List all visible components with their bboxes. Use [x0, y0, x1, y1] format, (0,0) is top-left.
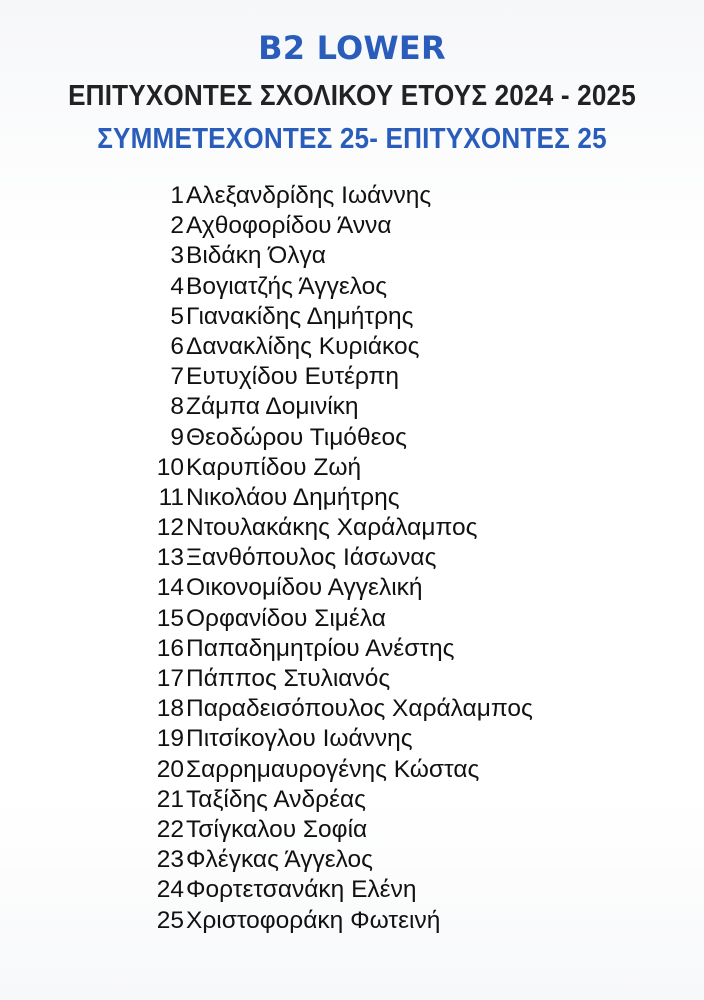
- list-item-name: Φορτετσανάκη Ελένη: [186, 876, 417, 904]
- list-item: [0, 392, 704, 422]
- list-item-name: Παραδεισόπουλος Χαράλαμπος: [186, 695, 533, 723]
- list-item-name: Ντουλακάκης Χαράλαμπος: [186, 514, 478, 542]
- list-item-name: Θεοδώρου Τιμόθεος: [186, 423, 407, 451]
- list-item-number: 5: [170, 302, 184, 330]
- list-item-name: Αχθοφορίδου Άννα: [186, 212, 392, 240]
- list-item-name: Παπαδημητρίου Ανέστης: [186, 634, 455, 662]
- list-item-name: Σαρρημαυρογένης Κώστας: [186, 755, 480, 783]
- list-item-number: 9: [170, 423, 184, 451]
- list-item: [0, 181, 704, 211]
- list-item-number: 24: [156, 876, 184, 904]
- list-item: [0, 211, 704, 241]
- list-item-number: 22: [156, 815, 184, 843]
- list-item-name: Βιδάκη Όλγα: [186, 242, 326, 270]
- list-item-name: Ευτυχίδου Ευτέρπη: [186, 363, 400, 391]
- list-item-name: Νικολάου Δημήτρης: [186, 483, 400, 511]
- page-title: B2 LOWER: [258, 29, 446, 67]
- page-subtitle: ΕΠΙΤΥΧΟΝΤΕΣ ΣΧΟΛΙΚΟΥ ΕΤΟΥΣ 2024 - 2025: [68, 80, 636, 112]
- list-item-number: 3: [170, 242, 184, 270]
- list-item-number: 6: [170, 332, 184, 360]
- list-item-name: Ζάμπα Δομινίκη: [186, 393, 359, 421]
- list-item: [0, 241, 704, 271]
- list-item: [0, 604, 704, 634]
- list-item-name: Τσίγκαλου Σοφία: [186, 815, 368, 843]
- list-item: [0, 513, 704, 543]
- list-item: [0, 272, 704, 302]
- list-item-name: Βογιατζής Άγγελος: [186, 272, 388, 300]
- list-item-name: Χριστοφοράκη Φωτεινή: [186, 906, 441, 934]
- list-item-name: Ταξίδης Ανδρέας: [186, 785, 366, 813]
- list-item-name: Καρυπίδου Ζωή: [186, 453, 362, 481]
- list-item: [0, 332, 704, 362]
- list-item-number: 4: [170, 272, 184, 300]
- list-item-number: 15: [156, 604, 184, 632]
- list-item-number: 18: [156, 695, 184, 723]
- list-item-name: Φλέγκας Άγγελος: [186, 846, 373, 874]
- list-item: [0, 815, 704, 845]
- list-item-name: Ορφανίδου Σιμέλα: [186, 604, 386, 632]
- student-list: [0, 181, 704, 936]
- list-item: [0, 302, 704, 332]
- list-item-number: 21: [156, 785, 184, 813]
- list-item-number: 16: [156, 634, 184, 662]
- list-item: [0, 875, 704, 905]
- list-item-name: Ξανθόπουλος Ιάσωνας: [186, 544, 437, 572]
- list-item-number: 10: [156, 453, 184, 481]
- list-item: [0, 573, 704, 603]
- list-item: [0, 694, 704, 724]
- list-item-number: 2: [170, 212, 184, 240]
- list-item: [0, 755, 704, 785]
- list-item-number: 8: [170, 393, 184, 421]
- list-item: [0, 785, 704, 815]
- list-item-name: Γιανακίδης Δημήτρης: [186, 302, 414, 330]
- list-item-name: Οικονομίδου Αγγελική: [186, 574, 423, 602]
- list-item-number: 23: [156, 846, 184, 874]
- list-item: [0, 453, 704, 483]
- list-item-name: Πάππος Στυλιανός: [186, 665, 391, 692]
- list-item: [0, 664, 704, 694]
- list-item: [0, 634, 704, 664]
- list-item: [0, 362, 704, 392]
- list-item-number: 11: [158, 483, 184, 511]
- list-item-number: 14: [156, 574, 184, 602]
- participation-summary: ΣΥΜΜΕΤΕΧΟΝΤΕΣ 25- ΕΠΙΤΥΧΟΝΤΕΣ 25: [97, 123, 607, 155]
- list-item-number: 20: [156, 755, 184, 783]
- list-item-name: Δανακλίδης Κυριάκος: [186, 332, 420, 360]
- list-item: [0, 906, 704, 936]
- list-item: [0, 724, 704, 754]
- list-item-number: 1: [170, 182, 184, 209]
- list-item-number: 7: [170, 363, 184, 391]
- list-item: [0, 543, 704, 573]
- list-item: [0, 845, 704, 875]
- list-item-number: 12: [156, 514, 184, 542]
- list-item-name: Πιτσίκογλου Ιωάννης: [186, 725, 413, 753]
- list-item-number: 17: [156, 665, 184, 692]
- list-item: [0, 483, 704, 513]
- list-item-name: Αλεξανδρίδης Ιωάννης: [186, 182, 432, 209]
- list-item: [0, 423, 704, 453]
- list-item-number: 13: [156, 544, 184, 572]
- list-item-number: 25: [156, 906, 184, 934]
- list-item-number: 19: [156, 725, 184, 753]
